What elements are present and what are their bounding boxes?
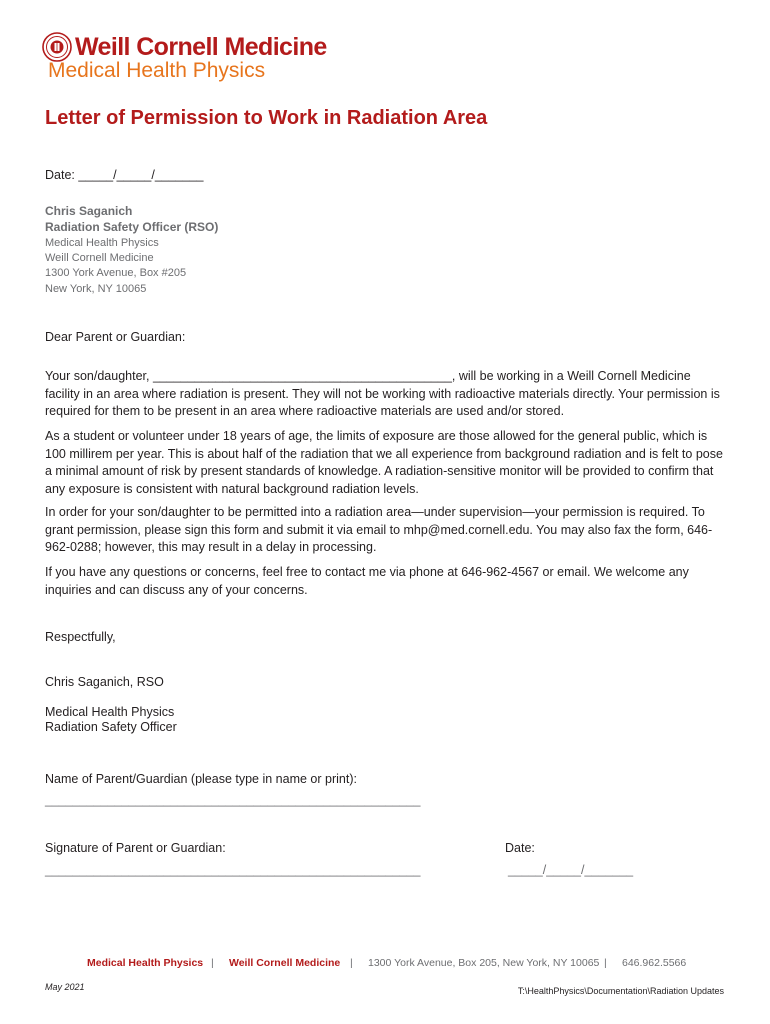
footer-separator: | (211, 957, 214, 969)
address-line: 1300 York Avenue, Box #205 (45, 267, 187, 279)
signoff-name: Chris Saganich, RSO (45, 675, 164, 689)
signature-field[interactable]: ______________________________________________________ (45, 863, 421, 877)
footer-address: 1300 York Avenue, Box 205, New York, NY 10065 (368, 957, 600, 969)
address-line: Medical Health Physics (45, 237, 159, 249)
signoff-department: Medical Health Physics (45, 705, 175, 719)
sender-title: Radiation Safety Officer (RSO) (45, 220, 219, 234)
footer-separator: | (604, 957, 607, 969)
signoff-role: Radiation Safety Officer (45, 720, 177, 734)
date-line: Date: _____/_____/_______ (45, 168, 204, 182)
body-paragraph: If you have any questions or concerns, feel free to contact me via phone at 646-962-4567 or email. We welcome any inquiries and can discuss any of your concerns. (45, 565, 689, 597)
closing: Respectfully, (45, 630, 116, 644)
sender-name: Chris Saganich (45, 204, 133, 218)
page-title: Letter of Permission to Work in Radiation Area (45, 107, 488, 129)
guardian-name-label: Name of Parent/Guardian (please type in name or print): (45, 772, 357, 786)
brand-name: Weill Cornell Medicine (75, 33, 327, 61)
footer-date: May 2021 (45, 982, 85, 992)
footer-org-2: Weill Cornell Medicine (229, 957, 341, 969)
footer-phone: 646.962.5566 (622, 957, 687, 969)
date-field[interactable]: _____/_____/_______ (508, 863, 634, 877)
body-paragraph: In order for your son/daughter to be permitted into a radiation area—under supervision—your permission is required. To grant permission, please sign this form and submit it via email to mhp@med.cornell.edu. You may also fax the form, 646-962-0288; however, this may result in a delay in processing. (45, 505, 713, 555)
body-paragraph: Your son/daughter, ___________________________________________, will be working in a Weill Cornell Medicine facility in an area where radiation is present. They will not be working with radioactive materials directly. Your permission is required for them to be present in an area where radioactive materials are used and/or stored. (45, 369, 720, 419)
salutation: Dear Parent or Guardian: (45, 330, 186, 344)
footer-file-path: T:\HealthPhysics\Documentation\Radiation Updates (517, 986, 724, 996)
address-line: Weill Cornell Medicine (45, 252, 154, 264)
department-name: Medical Health Physics (48, 59, 266, 82)
address-line: New York, NY 10065 (45, 283, 147, 295)
signature-label: Signature of Parent or Guardian: (45, 841, 226, 855)
guardian-name-field[interactable]: ______________________________________________________ (45, 793, 421, 807)
footer-org-1: Medical Health Physics (87, 957, 204, 969)
body-paragraph: As a student or volunteer under 18 years of age, the limits of exposure are those allowed for the general public, which is 100 millirem per year. This is about half of the radiation that we all experience from background radiation and is felt to pose a minimal amount of risk by present standards of knowledge. A radiation-sensitive monitor will be provided to confirm that any exposure is consistent with natural background radiation levels. (45, 429, 723, 496)
footer-separator: | (350, 957, 353, 969)
date-label: Date: (505, 841, 535, 855)
